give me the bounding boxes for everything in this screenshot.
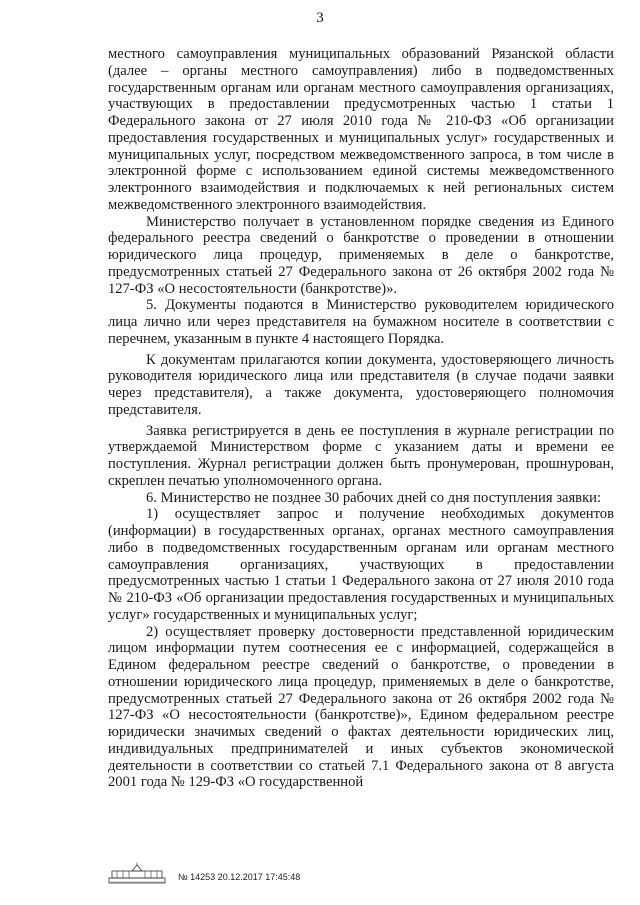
paragraph-item-6: 6. Министерство не позднее 30 рабочих дней со дня поступления заявки: xyxy=(146,489,602,506)
paragraph-subitem-1: 1) осуществляет запрос и получение необходимых документов (информации) в государственных органах, органах местного самоуправления либо в подведомственных государственным органам или органам местного самоуправления организациях, участвующих в предоставлении предусмотренных частью 1 статьи 1 Федерального закона от 27 июля 2010 года № 210-ФЗ «Об организации предоставления государственных и муниципальных услуг» государственных и муниципальных услуг; xyxy=(108,506,614,623)
paragraph-registration: Заявка регистрируется в день ее поступления в журнале регистрации по утверждаемой Министерством форме с указанием даты и времени ее поступления. Журнал регистрации должен быть пронумерован, прошнурован, скреплен печатью уполномоченного органа. xyxy=(108,422,614,489)
government-building-logo xyxy=(108,862,166,884)
paragraph-bankruptcy-info: Министерство получает в установленном порядке сведения из Единого федерального реестра сведений о банкротстве о проведении в отношении юридического лица процедур, применяемых в деле о банкротстве, предусмотренных статьей 27 Федерального закона от 26 октября 2002 года № 127-ФЗ «О несостоятельности (банкротстве)». xyxy=(108,213,614,297)
paragraph-subitem-2: 2) осуществляет проверку достоверности представленной юридическим лицом информации путем соотнесения ее с информацией, содержащейся в Едином федеральном реестре сведений о банкротстве, о проведении в отношении юридического лица процедур, применяемых в деле о банкротстве, предусмотренных статьей 27 Федерального закона от 26 октября 2002 года № 127-ФЗ «О несостоятельности (банкротстве)», Едином федеральном реестре юридически значимых сведений о фактах деятельности юридических лиц, индивидуальных предпринимателей и иных субъектов экономической деятельности в соответствии со статьей 7.1 Федерального закона от 8 августа 2001 года № 129-ФЗ «О государственной xyxy=(108,623,614,791)
paragraph-item-5: 5. Документы подаются в Министерство руководителем юридического лица лично или через представителя на бумажном носителе в соответствии с перечнем, указанным в пункте 4 настоящего Порядка. xyxy=(108,297,614,347)
paragraph-attachments: К документам прилагаются копии документа, удостоверяющего личность руководителя юридического лица или представителя (в случае подачи заявки через представителя), а также документа, удостоверяющего полномочия представителя. xyxy=(108,351,614,418)
document-footer xyxy=(108,862,408,892)
registration-stamp: № 14253 20.12.2017 17:45:48 xyxy=(178,872,301,882)
document-body xyxy=(108,46,614,791)
page-number: 3 xyxy=(316,10,324,26)
paragraph-continuation: местного самоуправления муниципальных образований Рязанской области (далее – органы местного самоуправления) либо в подведомственных государственным органам или органам местного самоуправления организациях, участвующих в предоставлении предусмотренных частью 1 статьи 1 Федерального закона от 27 июля 2010 года № 210-ФЗ «Об организации предоставления государственных и муниципальных услуг» государственных и муниципальных услуг, посредством межведомственного запроса, в том числе в электронной форме с использованием единой системы межведомственного электронного взаимодействия и подключаемых к ней региональных систем межведомственного электронного взаимодействия. xyxy=(108,46,614,213)
